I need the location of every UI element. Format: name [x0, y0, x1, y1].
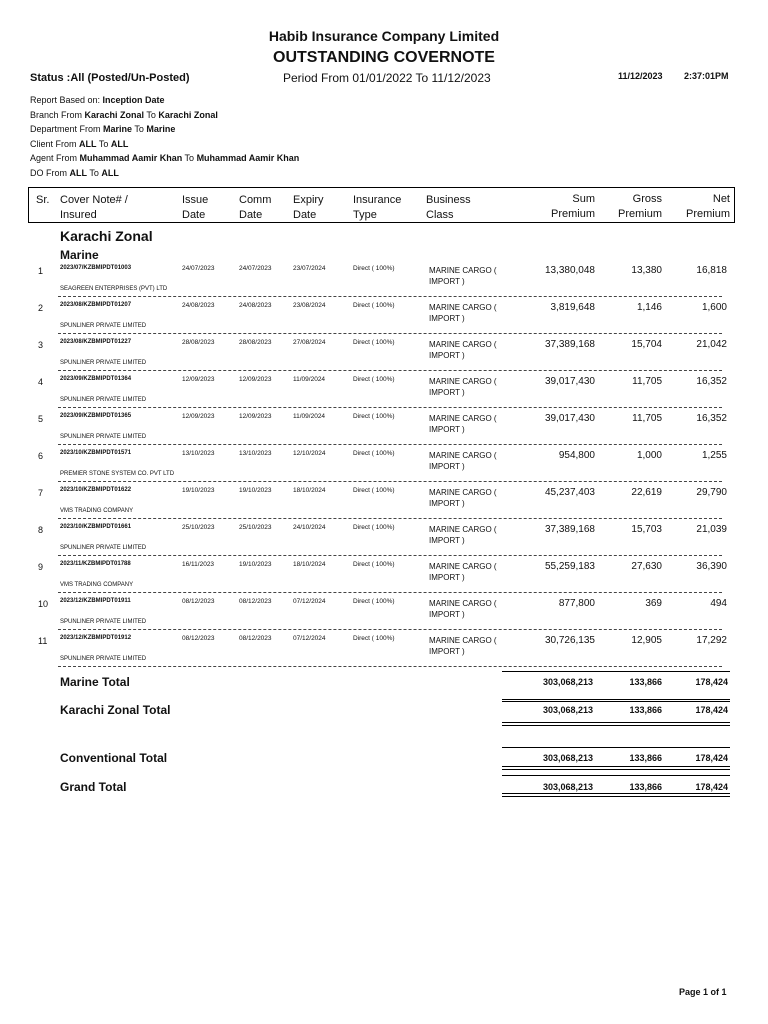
row-divider — [58, 296, 722, 297]
row-divider — [58, 444, 722, 445]
sum-premium: 3,819,648 — [550, 302, 595, 313]
net-premium: 21,039 — [696, 524, 727, 535]
row-sr: 9 — [38, 562, 44, 572]
table-row — [0, 632, 768, 669]
cover-note-number: 2023/10/KZBMIPDT01622 — [60, 487, 132, 493]
comm-date: 13/10/2023 — [239, 450, 272, 457]
total-rule — [502, 701, 730, 702]
insurance-type: Direct ( 100%) — [353, 339, 395, 346]
print-date: 11/12/2023 — [618, 71, 663, 81]
criteria-line: Branch From Karachi Zonal To Karachi Zonal — [30, 109, 218, 120]
expiry-date: 12/10/2024 — [293, 450, 326, 457]
gross-premium: 15,703 — [631, 524, 662, 535]
col-sr: Sr. — [36, 194, 50, 206]
total-sum-premium: 303,068,213 — [542, 705, 593, 715]
comm-date: 08/12/2023 — [239, 598, 272, 605]
issue-date: 08/12/2023 — [182, 635, 215, 642]
insurance-type: Direct ( 100%) — [353, 487, 395, 494]
comm-date: 24/07/2023 — [239, 265, 272, 272]
net-premium: 17,292 — [696, 635, 727, 646]
row-sr: 8 — [38, 525, 44, 535]
criteria-line: DO From ALL To ALL — [30, 168, 119, 178]
expiry-date: 23/08/2024 — [293, 302, 326, 309]
issue-date: 25/10/2023 — [182, 524, 215, 531]
row-sr: 6 — [38, 451, 44, 461]
issue-date: 12/09/2023 — [182, 413, 215, 420]
total-rule — [502, 699, 730, 700]
insured-name: VMS TRADING COMPANY — [60, 582, 134, 588]
insured-name: SPUNLINER PRIVATE LIMITED — [60, 397, 147, 403]
net-premium: 16,352 — [696, 413, 727, 424]
col-net-premium: Net Premium — [685, 193, 730, 220]
insurance-type: Direct ( 100%) — [353, 598, 395, 605]
gross-premium: 369 — [645, 598, 662, 609]
business-class: MARINE CARGO ( IMPORT ) — [429, 377, 497, 397]
gross-premium: 22,619 — [631, 487, 662, 498]
net-premium: 1,255 — [701, 450, 727, 461]
cover-note-number: 2023/08/KZBMIPDT01227 — [60, 339, 132, 345]
total-rule — [502, 769, 730, 770]
net-premium: 36,390 — [696, 561, 727, 572]
company-name: Habib Insurance Company Limited — [268, 28, 500, 44]
total-sum-premium: 303,068,213 — [542, 677, 593, 687]
row-divider — [58, 629, 722, 630]
net-premium: 1,600 — [701, 302, 727, 313]
sum-premium: 39,017,430 — [544, 413, 595, 424]
expiry-date: 23/07/2024 — [293, 265, 326, 272]
col-comm-date: Comm Date — [239, 194, 272, 221]
total-rule — [502, 747, 730, 748]
business-class: MARINE CARGO ( IMPORT ) — [429, 599, 497, 619]
insurance-type: Direct ( 100%) — [353, 302, 395, 309]
issue-date: 16/11/2023 — [182, 561, 215, 568]
cover-note-number: 2023/09/KZBMIPDT01364 — [60, 376, 132, 382]
table-row — [0, 595, 768, 632]
row-divider — [58, 666, 722, 667]
sum-premium: 30,726,135 — [544, 635, 595, 646]
total-label: Conventional Total — [60, 751, 168, 765]
row-divider — [58, 518, 722, 519]
sum-premium: 877,800 — [558, 598, 595, 609]
gross-premium: 1,146 — [636, 302, 662, 313]
row-sr: 4 — [38, 377, 44, 387]
business-class: MARINE CARGO ( IMPORT ) — [429, 451, 497, 471]
cover-note-number: 2023/09/KZBMIPDT01365 — [60, 413, 132, 419]
comm-date: 28/08/2023 — [239, 339, 272, 346]
row-divider — [58, 333, 722, 334]
business-class: MARINE CARGO ( IMPORT ) — [429, 266, 497, 286]
total-net-premium: 178,424 — [695, 705, 728, 715]
insured-name: SPUNLINER PRIVATE LIMITED — [60, 323, 147, 329]
criteria-line: Department From Marine To Marine — [30, 124, 176, 135]
total-rule — [502, 775, 730, 776]
sum-premium: 45,237,403 — [544, 487, 595, 498]
report-period: Period From 01/01/2022 To 11/12/2023 — [283, 71, 491, 85]
issue-date: 08/12/2023 — [182, 598, 215, 605]
col-cover-note: Cover Note# / Insured — [60, 194, 128, 221]
cover-note-number: 2023/12/KZBMIPDT01912 — [60, 635, 132, 641]
cover-note-number: 2023/12/KZBMIPDT01911 — [60, 598, 131, 604]
row-sr: 1 — [38, 266, 44, 276]
col-gross-premium: Gross Premium — [617, 193, 662, 220]
total-gross-premium: 133,866 — [629, 782, 662, 792]
business-class: MARINE CARGO ( IMPORT ) — [429, 562, 497, 582]
gross-premium: 11,705 — [632, 376, 662, 387]
sum-premium: 13,380,048 — [544, 265, 595, 276]
row-sr: 11 — [38, 636, 48, 646]
cover-note-number: 2023/07/KZBMIPDT01003 — [60, 265, 132, 271]
col-sum-premium: Sum Premium — [550, 193, 595, 220]
total-rule — [502, 722, 730, 723]
comm-date: 24/08/2023 — [239, 302, 272, 309]
insured-name: SPUNLINER PRIVATE LIMITED — [60, 545, 147, 551]
col-issue-date: Issue Date — [182, 194, 209, 221]
insurance-type: Direct ( 100%) — [353, 450, 395, 457]
net-premium: 494 — [710, 598, 727, 609]
table-row — [0, 521, 768, 558]
insurance-type: Direct ( 100%) — [353, 265, 395, 272]
total-gross-premium: 133,866 — [629, 677, 662, 687]
insured-name: SPUNLINER PRIVATE LIMITED — [60, 619, 147, 625]
cover-note-number: 2023/08/KZBMIPDT01207 — [60, 302, 132, 308]
issue-date: 24/08/2023 — [182, 302, 215, 309]
gross-premium: 12,905 — [631, 635, 662, 646]
table-row — [0, 410, 768, 447]
sum-premium: 55,259,183 — [544, 561, 595, 572]
total-rule — [502, 725, 730, 726]
business-class: MARINE CARGO ( IMPORT ) — [429, 525, 497, 545]
expiry-date: 18/10/2024 — [293, 561, 326, 568]
report-title: OUTSTANDING COVERNOTE — [273, 49, 495, 66]
net-premium: 16,818 — [696, 265, 727, 276]
row-sr: 10 — [38, 599, 49, 609]
row-divider — [58, 370, 722, 371]
expiry-date: 11/09/2024 — [293, 413, 326, 420]
issue-date: 24/07/2023 — [182, 265, 215, 272]
expiry-date: 07/12/2024 — [293, 598, 326, 605]
cover-note-number: 2023/10/KZBMIPDT01571 — [60, 450, 132, 456]
sum-premium: 37,389,168 — [544, 524, 595, 535]
total-sum-premium: 303,068,213 — [542, 782, 593, 792]
insured-name: SPUNLINER PRIVATE LIMITED — [60, 360, 147, 366]
sum-premium: 37,389,168 — [544, 339, 595, 350]
total-label: Grand Total — [60, 780, 127, 794]
total-sum-premium: 303,068,213 — [542, 753, 593, 763]
cover-note-number: 2023/10/KZBMIPDT01661 — [60, 524, 132, 530]
row-sr: 3 — [38, 340, 44, 350]
issue-date: 12/09/2023 — [182, 376, 215, 383]
row-sr: 7 — [38, 488, 44, 498]
total-label: Marine Total — [60, 675, 130, 689]
sum-premium: 954,800 — [558, 450, 595, 461]
total-gross-premium: 133,866 — [629, 753, 662, 763]
comm-date: 08/12/2023 — [239, 635, 272, 642]
criteria-line: Client From ALL To ALL — [30, 138, 129, 149]
business-class: MARINE CARGO ( IMPORT ) — [429, 303, 497, 323]
criteria-line: Report Based on: Inception Date — [30, 95, 165, 105]
insured-name: SPUNLINER PRIVATE LIMITED — [60, 434, 147, 440]
insurance-type: Direct ( 100%) — [353, 635, 395, 642]
insurance-type: Direct ( 100%) — [353, 524, 395, 531]
table-row — [0, 299, 768, 336]
total-gross-premium: 133,866 — [629, 705, 662, 715]
branch-group-heading: Karachi Zonal — [60, 228, 153, 244]
page-number: Page 1 of 1 — [679, 987, 727, 997]
col-expiry-date: Expiry Date — [293, 194, 324, 221]
insured-name: PREMIER STONE SYSTEM CO. PVT LTD — [60, 471, 175, 477]
cover-note-number: 2023/11/KZBMIPDT01788 — [60, 561, 131, 567]
comm-date: 12/09/2023 — [239, 376, 272, 383]
total-net-premium: 178,424 — [695, 677, 728, 687]
issue-date: 13/10/2023 — [182, 450, 215, 457]
net-premium: 16,352 — [696, 376, 727, 387]
criteria-line: Agent From Muhammad Aamir Khan To Muhammad Aamir Khan — [30, 153, 300, 164]
gross-premium: 15,704 — [631, 339, 662, 350]
insured-name: SEAGREEN ENTERPRISES (PVT) LTD — [60, 286, 168, 292]
business-class: MARINE CARGO ( IMPORT ) — [429, 414, 497, 434]
insurance-type: Direct ( 100%) — [353, 376, 395, 383]
table-row — [0, 484, 768, 521]
business-class: MARINE CARGO ( IMPORT ) — [429, 488, 497, 508]
expiry-date: 18/10/2024 — [293, 487, 326, 494]
gross-premium: 27,630 — [631, 561, 662, 572]
comm-date: 19/10/2023 — [239, 487, 272, 494]
table-row — [0, 558, 768, 595]
total-label: Karachi Zonal Total — [60, 703, 171, 717]
expiry-date: 11/09/2024 — [293, 376, 326, 383]
net-premium: 21,042 — [696, 339, 727, 350]
business-class: MARINE CARGO ( IMPORT ) — [429, 636, 497, 656]
table-row — [0, 373, 768, 410]
business-class: MARINE CARGO ( IMPORT ) — [429, 340, 497, 360]
col-business-class: Business Class — [426, 194, 471, 221]
total-rule — [502, 671, 730, 672]
department-group-heading: Marine — [60, 248, 99, 262]
row-divider — [58, 407, 722, 408]
expiry-date: 24/10/2024 — [293, 524, 326, 531]
expiry-date: 27/08/2024 — [293, 339, 326, 346]
expiry-date: 07/12/2024 — [293, 635, 326, 642]
row-sr: 2 — [38, 303, 44, 313]
gross-premium: 13,380 — [631, 265, 662, 276]
row-divider — [58, 592, 722, 593]
sum-premium: 39,017,430 — [544, 376, 595, 387]
row-divider — [58, 555, 722, 556]
comm-date: 25/10/2023 — [239, 524, 272, 531]
comm-date: 19/10/2023 — [239, 561, 272, 568]
insurance-type: Direct ( 100%) — [353, 561, 395, 568]
issue-date: 19/10/2023 — [182, 487, 215, 494]
insured-name: SPUNLINER PRIVATE LIMITED — [60, 656, 147, 662]
total-net-premium: 178,424 — [695, 782, 728, 792]
print-time: 2:37:01PM — [684, 71, 729, 81]
insured-name: VMS TRADING COMPANY — [60, 508, 134, 514]
posting-status: Status :All (Posted/Un-Posted) — [30, 72, 190, 84]
table-row — [0, 336, 768, 373]
table-row — [0, 447, 768, 484]
total-net-premium: 178,424 — [695, 753, 728, 763]
gross-premium: 11,705 — [632, 413, 662, 424]
net-premium: 29,790 — [696, 487, 727, 498]
total-rule — [502, 766, 730, 767]
total-rule — [502, 796, 730, 797]
table-row — [0, 262, 768, 299]
gross-premium: 1,000 — [636, 450, 662, 461]
insurance-type: Direct ( 100%) — [353, 413, 395, 420]
row-sr: 5 — [38, 414, 44, 424]
col-insurance-type: Insurance Type — [353, 194, 402, 221]
issue-date: 28/08/2023 — [182, 339, 215, 346]
comm-date: 12/09/2023 — [239, 413, 272, 420]
row-divider — [58, 481, 722, 482]
total-rule — [502, 793, 730, 794]
